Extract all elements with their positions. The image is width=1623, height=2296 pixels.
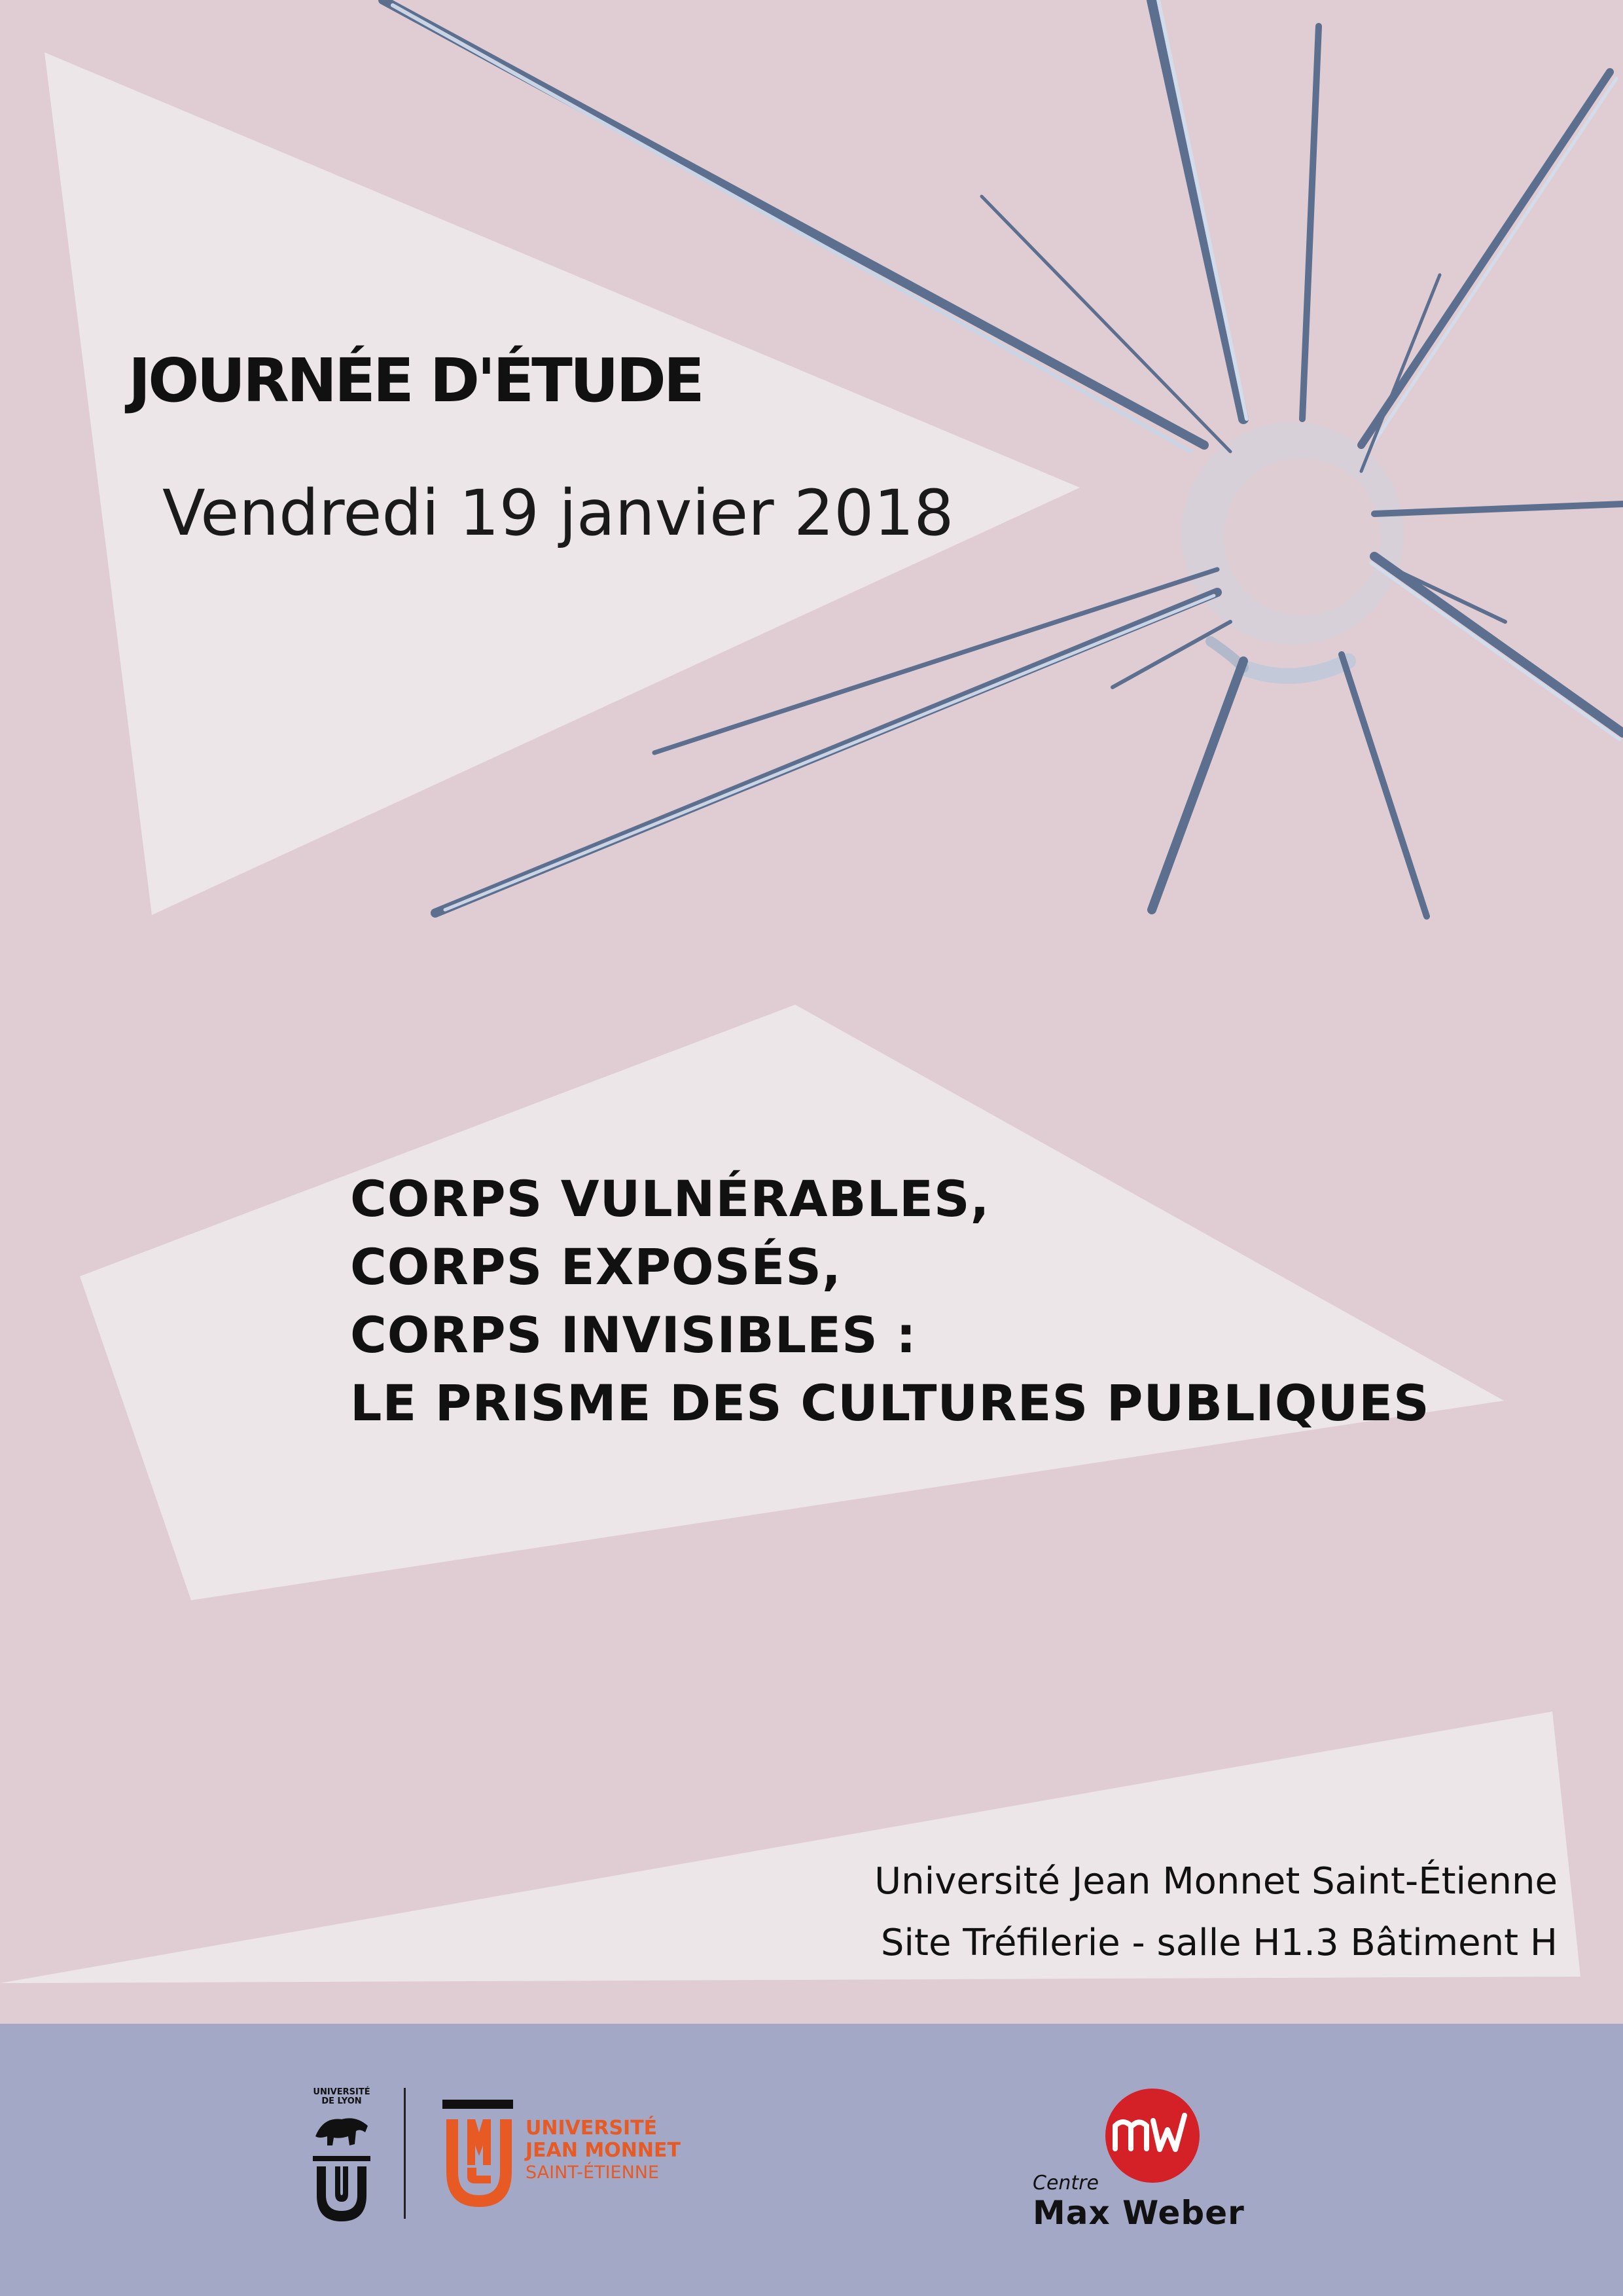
title-line-1: CORPS VULNÉRABLES,	[350, 1170, 990, 1228]
title-line-2: CORPS EXPOSÉS,	[350, 1238, 842, 1296]
centre-max-weber-logo	[1033, 2081, 1249, 2238]
venue-line-2: Site Tréfilerie - salle H1.3 Bâtiment H	[880, 1922, 1558, 1964]
title-line-3: CORPS INVISIBLES :	[350, 1306, 917, 1364]
mw-name-label: Max Weber	[1033, 2194, 1245, 2232]
lyon-logo-line-1: UNIVERSITÉ	[313, 2087, 370, 2097]
ujm-logo-line-3: SAINT-ÉTIENNE	[526, 2162, 660, 2183]
universite-de-lyon-logo	[308, 2088, 376, 2225]
ujm-logo-line-2: JEAN MONNET	[526, 2139, 681, 2162]
title-line-4: LE PRISME DES CULTURES PUBLIQUES	[350, 1374, 1430, 1432]
lyon-logo-line-2: DE LYON	[321, 2096, 362, 2106]
event-title	[350, 1165, 1430, 1437]
mw-centre-label: Centre	[1033, 2172, 1099, 2195]
logo-separator	[404, 2088, 406, 2219]
lion-icon	[310, 2110, 373, 2225]
ujm-logo-text	[526, 2117, 681, 2184]
event-date: Vendredi 19 janvier 2018	[162, 476, 954, 550]
lyon-logo-text	[308, 2088, 376, 2106]
mw-badge-icon	[1103, 2087, 1202, 2185]
footer-band	[0, 2024, 1623, 2296]
venue	[874, 1851, 1558, 1974]
venue-line-1: Université Jean Monnet Saint-Étienne	[874, 1860, 1558, 1903]
ujm-logo-line-1: UNIVERSITÉ	[526, 2117, 658, 2140]
ujm-logo-mark	[442, 2100, 516, 2211]
event-type: JOURNÉE D'ÉTUDE	[128, 346, 702, 416]
